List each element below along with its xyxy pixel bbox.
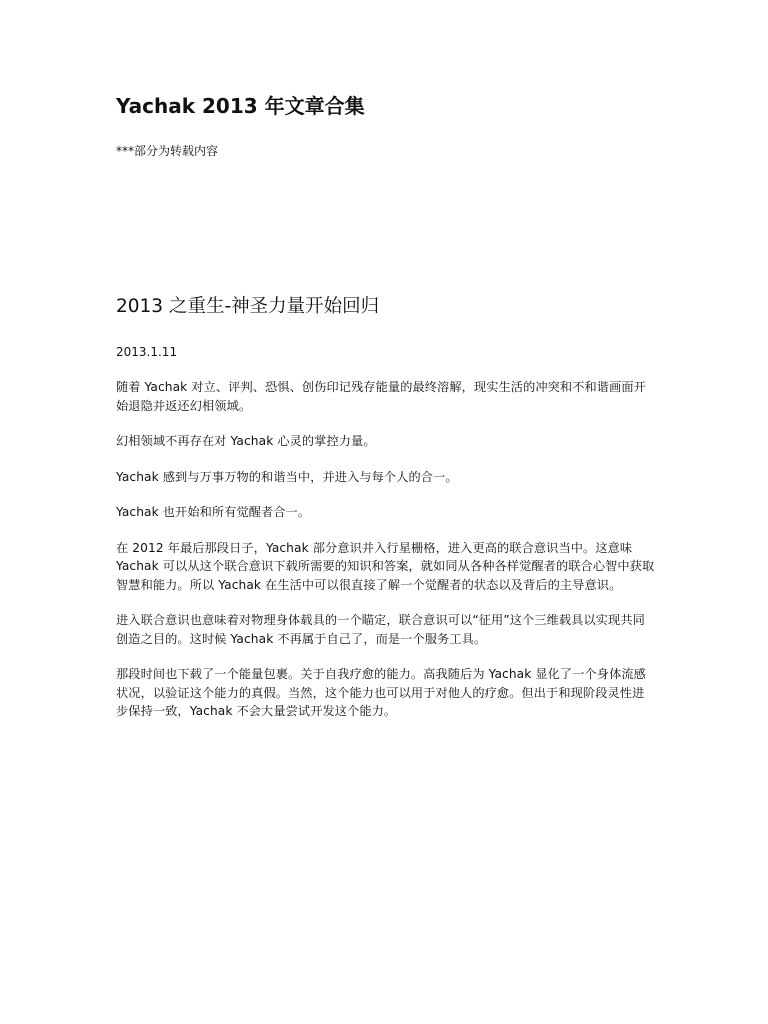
document-subtitle: ***部分为转载内容: [116, 144, 219, 158]
article-title: 2013 之重生-神圣力量开始回归: [116, 296, 380, 317]
article-paragraph: 随着 Yachak 对立、评判、恐惧、创伤印记残存能量的最终溶解，现实生活的冲突和不和谐画面开始退隐并返还幻相领域。: [116, 380, 646, 413]
article-body: [116, 378, 656, 721]
article-paragraph: 进入联合意识也意味着对物理身体载具的一个瞄定，联合意识可以“征用”这个三维载具以实现共同创造之目的。这时候 Yachak 不再属于自己了，而是一个服务工具。: [116, 613, 645, 646]
article-paragraph: Yachak 感到与万事万物的和谐当中，并进入与每个人的合一。: [116, 469, 458, 484]
article-date: 2013.1.11: [116, 345, 178, 359]
document-title: Yachak 2013 年文章合集: [116, 94, 365, 118]
article: [116, 293, 656, 721]
article-paragraph: 那段时间也下载了一个能量包裹。关于自我疗愈的能力。高我随后为 Yachak 显化了一个身体流感状况，以验证这个能力的真假。当然，这个能力也可以用于对他人的疗愈。但出于和现阶段灵性进步保持一致，Yachak 不会大量尝试开发这个能力。: [116, 667, 646, 718]
article-paragraph: Yachak 也开始和所有觉醒者合一。: [116, 505, 311, 519]
article-paragraph: 在 2012 年最后那段日子，Yachak 部分意识并入行星栅格，进入更高的联合意识当中。这意味 Yachak 可以从这个联合意识下载所需要的知识和答案，就如同从各种各样觉醒者的联合心智中获取智慧和能力。所以 Yachak 在生活中可以很直接了解一个觉醒者的状态以及背后的主导意识。: [116, 540, 655, 592]
article-paragraph: 幻相领域不再存在对 Yachak 心灵的掌控力量。: [116, 434, 376, 448]
